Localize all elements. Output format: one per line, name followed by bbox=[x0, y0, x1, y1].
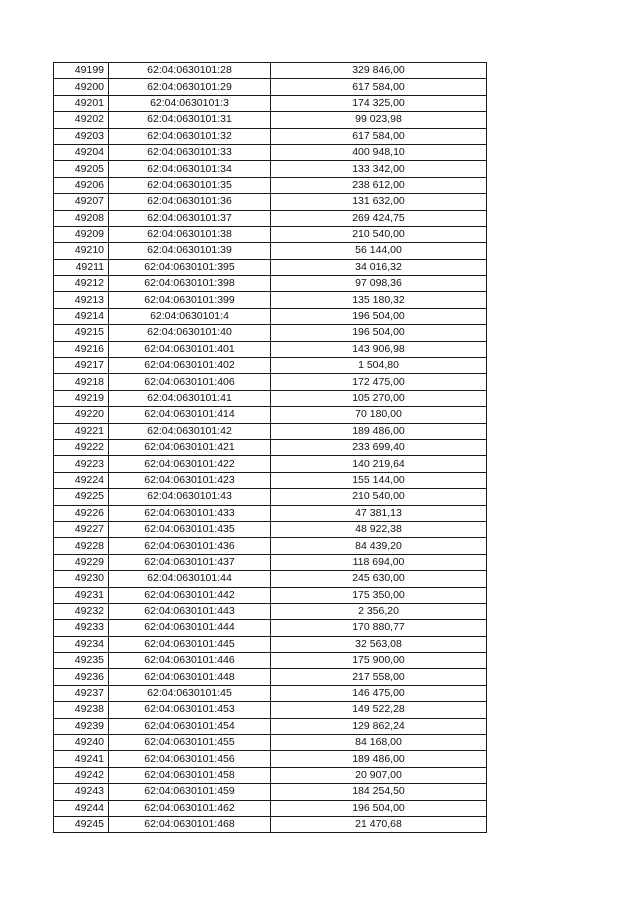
row-number-cell: 49233 bbox=[54, 620, 109, 636]
table-row bbox=[54, 456, 487, 472]
cadastral-number-cell: 62:04:0630101:455 bbox=[109, 735, 271, 751]
row-number-cell: 49211 bbox=[54, 259, 109, 275]
table-row bbox=[54, 308, 487, 324]
cadastral-number-cell: 62:04:0630101:445 bbox=[109, 636, 271, 652]
table-row bbox=[54, 784, 487, 800]
cadastral-number-cell: 62:04:0630101:423 bbox=[109, 472, 271, 488]
table-row bbox=[54, 390, 487, 406]
row-number-cell: 49219 bbox=[54, 390, 109, 406]
cadastral-number-cell: 62:04:0630101:448 bbox=[109, 669, 271, 685]
cadastral-value-cell: 155 144,00 bbox=[271, 472, 487, 488]
cadastral-number-cell: 62:04:0630101:29 bbox=[109, 79, 271, 95]
cadastral-value-cell: 149 522,28 bbox=[271, 702, 487, 718]
cadastral-value-cell: 189 486,00 bbox=[271, 423, 487, 439]
table-row bbox=[54, 63, 487, 79]
cadastral-value-table bbox=[53, 62, 487, 833]
cadastral-value-cell: 189 486,00 bbox=[271, 751, 487, 767]
cadastral-number-cell: 62:04:0630101:456 bbox=[109, 751, 271, 767]
cadastral-value-cell: 56 144,00 bbox=[271, 243, 487, 259]
row-number-cell: 49209 bbox=[54, 226, 109, 242]
cadastral-value-cell: 175 350,00 bbox=[271, 587, 487, 603]
cadastral-value-cell: 174 325,00 bbox=[271, 95, 487, 111]
table-row bbox=[54, 374, 487, 390]
cadastral-value-cell: 217 558,00 bbox=[271, 669, 487, 685]
cadastral-number-cell: 62:04:0630101:436 bbox=[109, 538, 271, 554]
cadastral-number-cell: 62:04:0630101:446 bbox=[109, 653, 271, 669]
table-row bbox=[54, 177, 487, 193]
cadastral-value-cell: 133 342,00 bbox=[271, 161, 487, 177]
cadastral-value-cell: 1 504,80 bbox=[271, 358, 487, 374]
row-number-cell: 49213 bbox=[54, 292, 109, 308]
row-number-cell: 49231 bbox=[54, 587, 109, 603]
cadastral-value-cell: 84 168,00 bbox=[271, 735, 487, 751]
cadastral-value-cell: 210 540,00 bbox=[271, 489, 487, 505]
cadastral-value-cell: 146 475,00 bbox=[271, 685, 487, 701]
row-number-cell: 49199 bbox=[54, 63, 109, 79]
row-number-cell: 49242 bbox=[54, 767, 109, 783]
cadastral-value-cell: 97 098,36 bbox=[271, 276, 487, 292]
cadastral-value-cell: 131 632,00 bbox=[271, 194, 487, 210]
table-row bbox=[54, 620, 487, 636]
table-row bbox=[54, 521, 487, 537]
cadastral-number-cell: 62:04:0630101:43 bbox=[109, 489, 271, 505]
table-row bbox=[54, 325, 487, 341]
cadastral-number-cell: 62:04:0630101:31 bbox=[109, 112, 271, 128]
cadastral-number-cell: 62:04:0630101:28 bbox=[109, 63, 271, 79]
table-row bbox=[54, 194, 487, 210]
cadastral-number-cell: 62:04:0630101:453 bbox=[109, 702, 271, 718]
cadastral-number-cell: 62:04:0630101:3 bbox=[109, 95, 271, 111]
cadastral-number-cell: 62:04:0630101:40 bbox=[109, 325, 271, 341]
row-number-cell: 49214 bbox=[54, 308, 109, 324]
table-row bbox=[54, 439, 487, 455]
table-row bbox=[54, 472, 487, 488]
table-row bbox=[54, 112, 487, 128]
row-number-cell: 49215 bbox=[54, 325, 109, 341]
table-row bbox=[54, 816, 487, 832]
cadastral-value-cell: 129 862,24 bbox=[271, 718, 487, 734]
row-number-cell: 49210 bbox=[54, 243, 109, 259]
table-row bbox=[54, 587, 487, 603]
table-row bbox=[54, 653, 487, 669]
cadastral-value-cell: 269 424,75 bbox=[271, 210, 487, 226]
cadastral-value-cell: 172 475,00 bbox=[271, 374, 487, 390]
cadastral-value-cell: 84 439,20 bbox=[271, 538, 487, 554]
row-number-cell: 49212 bbox=[54, 276, 109, 292]
cadastral-number-cell: 62:04:0630101:462 bbox=[109, 800, 271, 816]
cadastral-value-cell: 140 219,64 bbox=[271, 456, 487, 472]
cadastral-number-cell: 62:04:0630101:41 bbox=[109, 390, 271, 406]
cadastral-number-cell: 62:04:0630101:414 bbox=[109, 407, 271, 423]
cadastral-value-cell: 245 630,00 bbox=[271, 571, 487, 587]
cadastral-value-cell: 617 584,00 bbox=[271, 79, 487, 95]
table-row bbox=[54, 489, 487, 505]
table-row bbox=[54, 341, 487, 357]
table-row bbox=[54, 538, 487, 554]
cadastral-number-cell: 62:04:0630101:401 bbox=[109, 341, 271, 357]
row-number-cell: 49207 bbox=[54, 194, 109, 210]
row-number-cell: 49223 bbox=[54, 456, 109, 472]
row-number-cell: 49222 bbox=[54, 439, 109, 455]
table-row bbox=[54, 505, 487, 521]
table-row bbox=[54, 292, 487, 308]
cadastral-value-cell: 21 470,68 bbox=[271, 816, 487, 832]
table-row bbox=[54, 144, 487, 160]
row-number-cell: 49206 bbox=[54, 177, 109, 193]
table-row bbox=[54, 669, 487, 685]
table-row bbox=[54, 554, 487, 570]
table-row bbox=[54, 702, 487, 718]
cadastral-number-cell: 62:04:0630101:34 bbox=[109, 161, 271, 177]
row-number-cell: 49202 bbox=[54, 112, 109, 128]
row-number-cell: 49220 bbox=[54, 407, 109, 423]
cadastral-value-cell: 196 504,00 bbox=[271, 325, 487, 341]
cadastral-number-cell: 62:04:0630101:4 bbox=[109, 308, 271, 324]
cadastral-number-cell: 62:04:0630101:459 bbox=[109, 784, 271, 800]
cadastral-number-cell: 62:04:0630101:433 bbox=[109, 505, 271, 521]
cadastral-value-cell: 196 504,00 bbox=[271, 800, 487, 816]
row-number-cell: 49225 bbox=[54, 489, 109, 505]
cadastral-value-cell: 233 699,40 bbox=[271, 439, 487, 455]
cadastral-number-cell: 62:04:0630101:33 bbox=[109, 144, 271, 160]
row-number-cell: 49238 bbox=[54, 702, 109, 718]
table-row bbox=[54, 685, 487, 701]
cadastral-number-cell: 62:04:0630101:32 bbox=[109, 128, 271, 144]
cadastral-value-cell: 2 356,20 bbox=[271, 603, 487, 619]
row-number-cell: 49236 bbox=[54, 669, 109, 685]
cadastral-value-cell: 20 907,00 bbox=[271, 767, 487, 783]
row-number-cell: 49226 bbox=[54, 505, 109, 521]
cadastral-value-cell: 170 880,77 bbox=[271, 620, 487, 636]
cadastral-value-cell: 48 922,38 bbox=[271, 521, 487, 537]
row-number-cell: 49244 bbox=[54, 800, 109, 816]
cadastral-value-cell: 196 504,00 bbox=[271, 308, 487, 324]
table-row bbox=[54, 636, 487, 652]
row-number-cell: 49230 bbox=[54, 571, 109, 587]
cadastral-number-cell: 62:04:0630101:38 bbox=[109, 226, 271, 242]
cadastral-value-cell: 34 016,32 bbox=[271, 259, 487, 275]
table-row bbox=[54, 751, 487, 767]
cadastral-number-cell: 62:04:0630101:35 bbox=[109, 177, 271, 193]
table-row bbox=[54, 276, 487, 292]
table-row bbox=[54, 259, 487, 275]
cadastral-number-cell: 62:04:0630101:402 bbox=[109, 358, 271, 374]
table-row bbox=[54, 603, 487, 619]
table-body bbox=[54, 63, 487, 833]
cadastral-number-cell: 62:04:0630101:398 bbox=[109, 276, 271, 292]
cadastral-number-cell: 62:04:0630101:468 bbox=[109, 816, 271, 832]
row-number-cell: 49227 bbox=[54, 521, 109, 537]
row-number-cell: 49204 bbox=[54, 144, 109, 160]
cadastral-value-cell: 617 584,00 bbox=[271, 128, 487, 144]
row-number-cell: 49224 bbox=[54, 472, 109, 488]
table-row bbox=[54, 407, 487, 423]
table-row bbox=[54, 423, 487, 439]
row-number-cell: 49239 bbox=[54, 718, 109, 734]
row-number-cell: 49237 bbox=[54, 685, 109, 701]
table-row bbox=[54, 571, 487, 587]
row-number-cell: 49228 bbox=[54, 538, 109, 554]
row-number-cell: 49243 bbox=[54, 784, 109, 800]
cadastral-value-cell: 99 023,98 bbox=[271, 112, 487, 128]
cadastral-value-cell: 143 906,98 bbox=[271, 341, 487, 357]
table-row bbox=[54, 358, 487, 374]
cadastral-value-cell: 32 563,08 bbox=[271, 636, 487, 652]
cadastral-value-cell: 238 612,00 bbox=[271, 177, 487, 193]
cadastral-value-cell: 210 540,00 bbox=[271, 226, 487, 242]
row-number-cell: 49235 bbox=[54, 653, 109, 669]
table-row bbox=[54, 210, 487, 226]
table-row bbox=[54, 79, 487, 95]
cadastral-number-cell: 62:04:0630101:37 bbox=[109, 210, 271, 226]
table-row bbox=[54, 735, 487, 751]
table-row bbox=[54, 800, 487, 816]
cadastral-value-cell: 47 381,13 bbox=[271, 505, 487, 521]
cadastral-number-cell: 62:04:0630101:454 bbox=[109, 718, 271, 734]
row-number-cell: 49201 bbox=[54, 95, 109, 111]
table-row bbox=[54, 95, 487, 111]
row-number-cell: 49203 bbox=[54, 128, 109, 144]
cadastral-value-cell: 70 180,00 bbox=[271, 407, 487, 423]
row-number-cell: 49208 bbox=[54, 210, 109, 226]
table-row bbox=[54, 243, 487, 259]
cadastral-number-cell: 62:04:0630101:442 bbox=[109, 587, 271, 603]
table-row bbox=[54, 718, 487, 734]
cadastral-value-cell: 184 254,50 bbox=[271, 784, 487, 800]
row-number-cell: 49205 bbox=[54, 161, 109, 177]
row-number-cell: 49245 bbox=[54, 816, 109, 832]
cadastral-value-cell: 118 694,00 bbox=[271, 554, 487, 570]
cadastral-number-cell: 62:04:0630101:422 bbox=[109, 456, 271, 472]
cadastral-value-cell: 135 180,32 bbox=[271, 292, 487, 308]
row-number-cell: 49232 bbox=[54, 603, 109, 619]
cadastral-number-cell: 62:04:0630101:399 bbox=[109, 292, 271, 308]
row-number-cell: 49241 bbox=[54, 751, 109, 767]
row-number-cell: 49217 bbox=[54, 358, 109, 374]
cadastral-number-cell: 62:04:0630101:45 bbox=[109, 685, 271, 701]
cadastral-number-cell: 62:04:0630101:435 bbox=[109, 521, 271, 537]
cadastral-number-cell: 62:04:0630101:44 bbox=[109, 571, 271, 587]
table-row bbox=[54, 767, 487, 783]
table-row bbox=[54, 161, 487, 177]
cadastral-number-cell: 62:04:0630101:395 bbox=[109, 259, 271, 275]
cadastral-number-cell: 62:04:0630101:406 bbox=[109, 374, 271, 390]
cadastral-number-cell: 62:04:0630101:39 bbox=[109, 243, 271, 259]
cadastral-number-cell: 62:04:0630101:437 bbox=[109, 554, 271, 570]
cadastral-number-cell: 62:04:0630101:444 bbox=[109, 620, 271, 636]
row-number-cell: 49200 bbox=[54, 79, 109, 95]
row-number-cell: 49234 bbox=[54, 636, 109, 652]
row-number-cell: 49218 bbox=[54, 374, 109, 390]
cadastral-value-cell: 175 900,00 bbox=[271, 653, 487, 669]
cadastral-value-cell: 329 846,00 bbox=[271, 63, 487, 79]
cadastral-number-cell: 62:04:0630101:42 bbox=[109, 423, 271, 439]
cadastral-value-cell: 105 270,00 bbox=[271, 390, 487, 406]
cadastral-number-cell: 62:04:0630101:421 bbox=[109, 439, 271, 455]
row-number-cell: 49229 bbox=[54, 554, 109, 570]
table-row bbox=[54, 226, 487, 242]
cadastral-number-cell: 62:04:0630101:443 bbox=[109, 603, 271, 619]
row-number-cell: 49240 bbox=[54, 735, 109, 751]
cadastral-number-cell: 62:04:0630101:458 bbox=[109, 767, 271, 783]
cadastral-number-cell: 62:04:0630101:36 bbox=[109, 194, 271, 210]
cadastral-value-cell: 400 948,10 bbox=[271, 144, 487, 160]
row-number-cell: 49221 bbox=[54, 423, 109, 439]
table-row bbox=[54, 128, 487, 144]
row-number-cell: 49216 bbox=[54, 341, 109, 357]
